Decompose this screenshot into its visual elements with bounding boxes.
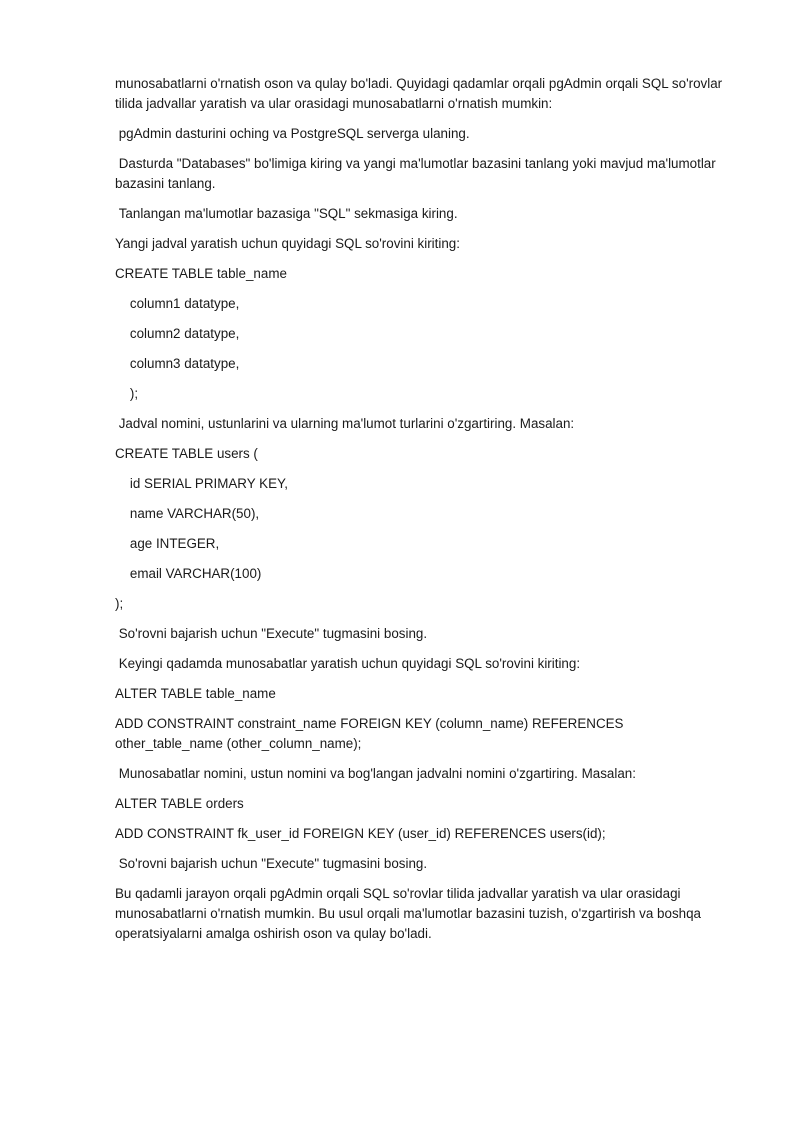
code-line-id: id SERIAL PRIMARY KEY, [115, 476, 288, 491]
code-line-add-fk-user: ADD CONSTRAINT fk_user_id FOREIGN KEY (user_id) REFERENCES users(id); [115, 826, 606, 841]
code-line-column2: column2 datatype, [115, 326, 240, 341]
paragraph-relations-intro: Keyingi qadamda munosabatlar yaratish uchun quyidagi SQL so'rovini kiriting: [115, 656, 581, 671]
paragraph-rename-table-example: Jadval nomini, ustunlarini va ularning ma'lumot turlarini o'zgartiring. Masalan: [115, 416, 575, 431]
document-body [115, 74, 735, 954]
code-line-name: name VARCHAR(50), [115, 506, 260, 521]
code-line-close-paren: ); [115, 386, 139, 401]
code-line-column3: column3 datatype, [115, 356, 240, 371]
code-line-age: age INTEGER, [115, 536, 220, 551]
paragraph-execute-1: So'rovni bajarish uchun "Execute" tugmasini bosing. [115, 626, 428, 641]
paragraph-conclusion: Bu qadamli jarayon orqali pgAdmin orqali SQL so'rovlar tilida jadvallar yaratish va ular orasidagi munosabatlarni o'rnatish mumkin. Bu usul orqali ma'lumotlar bazasini tuzish, o'zgartirish va boshqa operatsiyalarni amalga oshirish oson va qulay bo'ladi. [115, 886, 705, 941]
paragraph-create-table-intro: Yangi jadval yaratish uchun quyidagi SQL so'rovini kiriting: [115, 236, 460, 251]
code-line-column1: column1 datatype, [115, 296, 240, 311]
paragraph-step-databases: Dasturda "Databases" bo'limiga kiring va yangi ma'lumotlar bazasini tanlang yoki mavjud ma'lumotlar bazasini tanlang. [115, 156, 720, 191]
code-line-add-constraint: ADD CONSTRAINT constraint_name FOREIGN KEY (column_name) REFERENCES other_table_name (other_column_name); [115, 716, 628, 751]
code-line-create-users: CREATE TABLE users ( [115, 446, 258, 461]
code-line-alter-orders: ALTER TABLE orders [115, 796, 244, 811]
paragraph-rename-relations-example: Munosabatlar nomini, ustun nomini va bog'langan jadvalni nomini o'zgartiring. Masalan: [115, 766, 636, 781]
paragraph-execute-2: So'rovni bajarish uchun "Execute" tugmasini bosing. [115, 856, 428, 871]
paragraph-step-sql-tab: Tanlangan ma'lumotlar bazasiga "SQL" sekmasiga kiring. [115, 206, 458, 221]
code-line-create-table: CREATE TABLE table_name [115, 266, 287, 281]
paragraph-step-open-pgadmin: pgAdmin dasturini oching va PostgreSQL serverga ulaning. [115, 126, 470, 141]
paragraph-intro: munosabatlarni o'rnatish oson va qulay bo'ladi. Quyidagi qadamlar orqali pgAdmin orqali SQL so'rovlar tilida jadvallar yaratish va ular orasidagi munosabatlarni o'rnatish mumkin: [115, 76, 726, 111]
code-line-alter-table: ALTER TABLE table_name [115, 686, 276, 701]
code-line-users-close: ); [115, 596, 124, 611]
code-line-email: email VARCHAR(100) [115, 566, 262, 581]
